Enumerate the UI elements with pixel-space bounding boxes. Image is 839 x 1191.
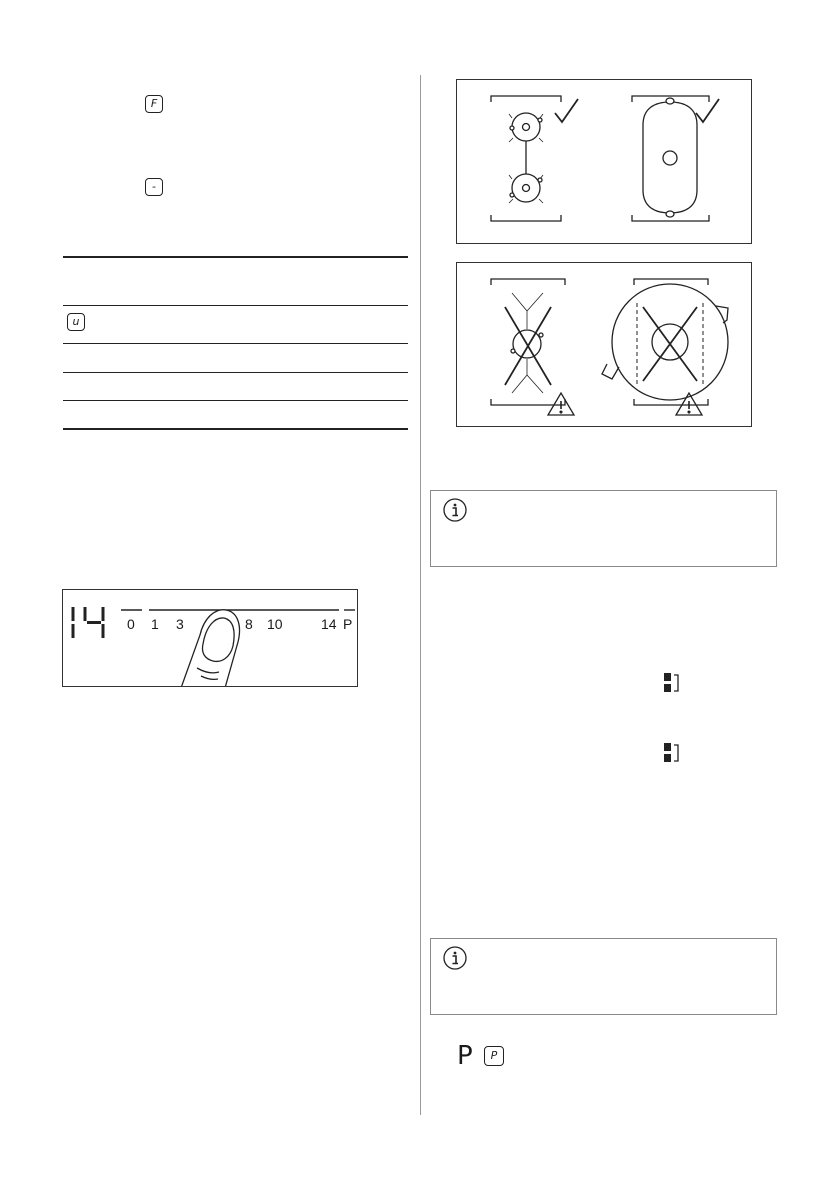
table-row-rule <box>63 343 408 344</box>
scale-label: 10 <box>267 616 283 632</box>
slider-display-graphic <box>63 590 358 687</box>
segment-display-icon <box>663 742 683 764</box>
info-note-box <box>430 490 777 567</box>
minus-key-icon: - <box>145 178 163 196</box>
slider-display-panel <box>62 589 358 687</box>
power-function-symbol: P <box>457 1041 473 1071</box>
table-header-rule <box>63 305 408 306</box>
scale-label: 14 <box>321 616 337 632</box>
scale-label: 0 <box>127 616 135 632</box>
function-key-icon: F <box>145 95 163 113</box>
column-divider <box>420 75 421 1115</box>
scale-label: 3 <box>176 616 184 632</box>
scale-label: P <box>343 616 353 632</box>
table-row-rule <box>63 400 408 401</box>
incorrect-cookware-graphic <box>457 263 753 428</box>
info-icon <box>442 945 468 971</box>
power-key-icon: P <box>484 1046 504 1066</box>
table-row-rule <box>63 372 408 373</box>
segment-display-icon <box>663 672 683 694</box>
incorrect-cookware-panel <box>456 262 752 427</box>
correct-cookware-panel <box>456 79 752 244</box>
table-top-rule <box>63 256 408 258</box>
finger-icon <box>181 610 240 687</box>
scale-label: 1 <box>151 616 159 632</box>
scale-label: 8 <box>245 616 253 632</box>
table-bottom-rule <box>63 428 408 430</box>
info-icon <box>442 497 468 523</box>
residual-heat-icon: u <box>67 313 85 331</box>
info-note-box <box>430 938 777 1015</box>
correct-cookware-graphic <box>457 80 753 245</box>
